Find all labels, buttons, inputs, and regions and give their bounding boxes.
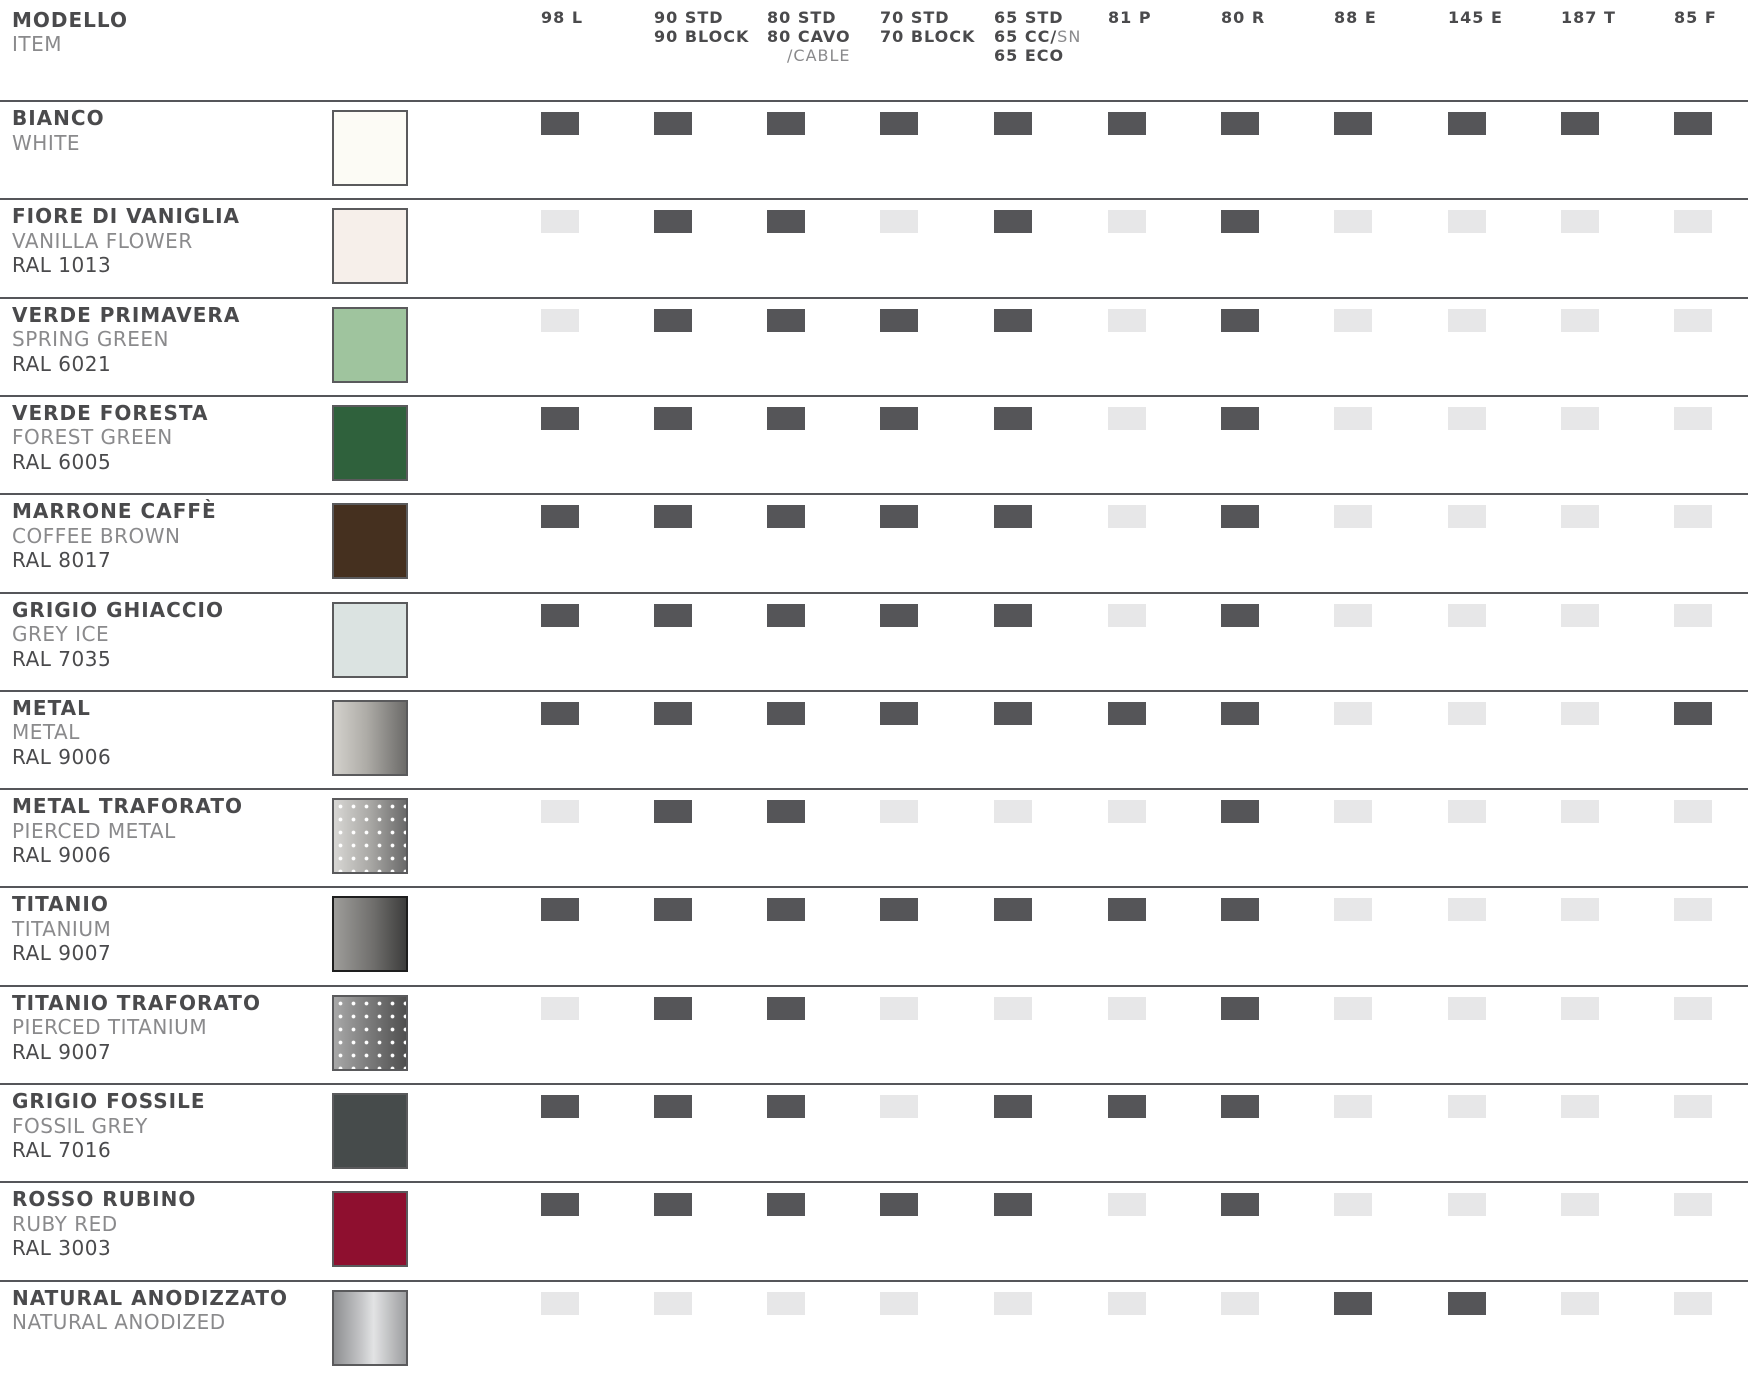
- availability-marker-unavailable: [1561, 1292, 1599, 1315]
- color-name-en: PIERCED METAL: [12, 818, 176, 843]
- column-header-line: [654, 27, 749, 46]
- availability-marker-available: [1448, 112, 1486, 135]
- column-header-suffix: SN: [1057, 27, 1082, 46]
- availability-marker-available: [767, 702, 805, 725]
- column-header: [654, 8, 749, 46]
- model-heading-it: MODELLO: [12, 8, 128, 32]
- color-swatch: [332, 798, 408, 874]
- ral-code: RAL 9006: [12, 744, 112, 769]
- color-labels: [12, 991, 261, 1065]
- availability-marker-unavailable: [541, 210, 579, 233]
- availability-marker-unavailable: [541, 997, 579, 1020]
- table-header: [0, 0, 1748, 100]
- availability-marker-unavailable: [1674, 309, 1712, 332]
- color-name-en: NATURAL ANODIZED: [12, 1310, 226, 1335]
- color-swatch: [332, 503, 408, 579]
- ral-code: RAL 7016: [12, 1138, 112, 1162]
- availability-marker-unavailable: [767, 1292, 805, 1315]
- color-name-it: TITANIO TRAFORATO: [12, 990, 261, 1015]
- color-swatch: [332, 700, 408, 776]
- availability-marker-unavailable: [1674, 1292, 1712, 1315]
- availability-marker-available: [767, 309, 805, 332]
- availability-marker-available: [1221, 1095, 1259, 1118]
- ral-code: RAL 9007: [12, 1039, 112, 1064]
- availability-marker-available: [1221, 1193, 1259, 1216]
- color-labels: [12, 303, 240, 377]
- column-header: [1561, 8, 1616, 27]
- color-labels: [12, 1089, 206, 1163]
- availability-marker-available: [1674, 702, 1712, 725]
- availability-marker-unavailable: [1108, 800, 1146, 823]
- table-row: [0, 100, 1748, 198]
- column-header: [541, 8, 583, 27]
- availability-marker-unavailable: [1108, 997, 1146, 1020]
- availability-marker-available: [994, 112, 1032, 135]
- availability-marker-available: [1108, 1095, 1146, 1118]
- availability-marker-unavailable: [1674, 210, 1712, 233]
- availability-marker-available: [1221, 309, 1259, 332]
- availability-marker-unavailable: [1334, 210, 1372, 233]
- ral-code: RAL 8017: [12, 548, 112, 573]
- color-name-en: SPRING GREEN: [12, 327, 169, 352]
- availability-marker-available: [767, 1193, 805, 1216]
- availability-marker-available: [1221, 604, 1259, 627]
- color-labels: [12, 204, 240, 278]
- availability-marker-unavailable: [994, 997, 1032, 1020]
- table-row: [0, 198, 1748, 296]
- color-name-it: METAL TRAFORATO: [12, 794, 243, 819]
- column-header-line: 80 R: [1221, 8, 1266, 27]
- availability-marker-available: [1221, 997, 1259, 1020]
- availability-marker-unavailable: [1334, 898, 1372, 921]
- availability-marker-unavailable: [880, 997, 918, 1020]
- availability-marker-available: [654, 702, 692, 725]
- column-header-text: 80 CAVO: [767, 27, 851, 46]
- availability-marker-unavailable: [1448, 604, 1486, 627]
- availability-marker-available: [1221, 898, 1259, 921]
- color-name-it: VERDE FORESTA: [12, 400, 209, 425]
- column-header-line: 98 L: [541, 8, 584, 27]
- table-row: [0, 1181, 1748, 1279]
- availability-marker-available: [880, 112, 918, 135]
- availability-marker-unavailable: [1108, 604, 1146, 627]
- availability-marker-unavailable: [541, 309, 579, 332]
- table-row: [0, 1083, 1748, 1181]
- availability-marker-available: [994, 407, 1032, 430]
- column-header-line: 187 T: [1561, 8, 1616, 27]
- availability-marker-available: [1221, 800, 1259, 823]
- availability-marker-unavailable: [1674, 1095, 1712, 1118]
- availability-marker-unavailable: [1674, 505, 1712, 528]
- color-swatch: [332, 208, 408, 284]
- availability-marker-available: [1674, 112, 1712, 135]
- color-swatch: [332, 110, 408, 186]
- table-row: [0, 592, 1748, 690]
- availability-marker-available: [654, 1193, 692, 1216]
- color-name-it: MARRONE CAFFÈ: [12, 499, 217, 524]
- color-swatch: [332, 896, 408, 972]
- column-header-line: 90 STD: [654, 8, 724, 27]
- availability-marker-unavailable: [1448, 309, 1486, 332]
- table-row: [0, 395, 1748, 493]
- column-header: [1674, 8, 1717, 27]
- availability-marker-available: [1334, 1292, 1372, 1315]
- column-header-line: 70 STD: [880, 8, 950, 27]
- column-header: [1108, 8, 1152, 27]
- availability-marker-available: [1221, 505, 1259, 528]
- availability-marker-available: [1561, 112, 1599, 135]
- availability-marker-available: [994, 309, 1032, 332]
- color-name-en: TITANIUM: [12, 916, 112, 941]
- availability-marker-unavailable: [1561, 604, 1599, 627]
- availability-marker-unavailable: [1108, 309, 1146, 332]
- availability-marker-unavailable: [994, 1292, 1032, 1315]
- availability-marker-available: [767, 210, 805, 233]
- color-swatch: [332, 405, 408, 481]
- color-name-it: GRIGIO FOSSILE: [12, 1089, 206, 1113]
- availability-marker-unavailable: [1334, 702, 1372, 725]
- color-name-it: BIANCO: [12, 106, 105, 130]
- model-heading-en: ITEM: [12, 32, 63, 56]
- ral-code: RAL 9007: [12, 941, 112, 966]
- availability-marker-unavailable: [1561, 1095, 1599, 1118]
- availability-marker-unavailable: [1108, 505, 1146, 528]
- availability-marker-available: [767, 505, 805, 528]
- ral-code: RAL 9006: [12, 843, 112, 868]
- availability-marker-available: [1108, 898, 1146, 921]
- color-labels: [12, 401, 208, 475]
- availability-marker-unavailable: [1334, 505, 1372, 528]
- column-header-text: 65 CC/: [994, 27, 1058, 46]
- color-name-it: METAL: [12, 695, 91, 720]
- color-name-en: COFFEE BROWN: [12, 523, 181, 548]
- column-header-line: 85 F: [1674, 8, 1717, 27]
- color-name-en: FOREST GREEN: [12, 425, 173, 450]
- color-labels: [12, 1187, 196, 1261]
- availability-marker-unavailable: [1561, 800, 1599, 823]
- color-name-en: METAL: [12, 720, 80, 745]
- column-header: [1334, 8, 1377, 27]
- color-name-en: VANILLA FLOWER: [12, 228, 193, 253]
- availability-marker-available: [654, 898, 692, 921]
- column-header-line: 80 STD: [767, 8, 837, 27]
- color-labels: [12, 892, 111, 966]
- color-name-en: FOSSIL GREY: [12, 1113, 148, 1138]
- availability-marker-unavailable: [1334, 800, 1372, 823]
- availability-marker-unavailable: [1334, 997, 1372, 1020]
- availability-marker-unavailable: [880, 1095, 918, 1118]
- availability-marker-unavailable: [1674, 898, 1712, 921]
- availability-marker-unavailable: [1108, 1292, 1146, 1315]
- color-name-it: TITANIO: [12, 892, 109, 917]
- availability-marker-unavailable: [1108, 407, 1146, 430]
- color-labels: [12, 499, 217, 573]
- model-heading: [12, 8, 128, 56]
- availability-marker-unavailable: [1561, 702, 1599, 725]
- availability-marker-unavailable: [541, 800, 579, 823]
- availability-marker-unavailable: [1448, 702, 1486, 725]
- availability-marker-unavailable: [1561, 898, 1599, 921]
- table-row: [0, 493, 1748, 591]
- column-header-line: [767, 27, 851, 46]
- availability-marker-unavailable: [1108, 1193, 1146, 1216]
- availability-marker-available: [654, 505, 692, 528]
- ral-code: RAL 1013: [12, 253, 112, 278]
- availability-marker-available: [541, 505, 579, 528]
- color-labels: [12, 1286, 288, 1335]
- table-row: [0, 985, 1748, 1083]
- column-header: [880, 8, 975, 46]
- availability-marker-unavailable: [1448, 407, 1486, 430]
- ral-code: RAL 3003: [12, 1236, 112, 1261]
- table-row: [0, 788, 1748, 886]
- color-name-it: GRIGIO GHIACCIO: [12, 597, 224, 622]
- availability-marker-available: [994, 1095, 1032, 1118]
- color-swatch: [332, 1191, 408, 1267]
- color-labels: [12, 696, 111, 770]
- availability-marker-available: [1221, 702, 1259, 725]
- table-row: [0, 297, 1748, 395]
- availability-marker-available: [994, 505, 1032, 528]
- availability-marker-available: [541, 1095, 579, 1118]
- availability-marker-available: [1334, 112, 1372, 135]
- color-name-en: RUBY RED: [12, 1211, 118, 1236]
- availability-marker-unavailable: [1674, 997, 1712, 1020]
- color-name-it: VERDE PRIMAVERA: [12, 302, 241, 327]
- color-swatch: [332, 1093, 408, 1169]
- availability-marker-unavailable: [1448, 210, 1486, 233]
- column-header-line: 65 ECO: [994, 46, 1065, 65]
- availability-marker-unavailable: [541, 1292, 579, 1315]
- column-header-line: 81 P: [1108, 8, 1152, 27]
- column-header-text: 70 BLOCK: [880, 27, 976, 46]
- availability-marker-available: [541, 702, 579, 725]
- availability-marker-available: [1448, 1292, 1486, 1315]
- availability-marker-available: [767, 1095, 805, 1118]
- availability-marker-available: [880, 898, 918, 921]
- availability-marker-available: [654, 800, 692, 823]
- column-header-line: 65 STD: [994, 8, 1064, 27]
- color-labels: [12, 598, 224, 672]
- availability-marker-unavailable: [1448, 1193, 1486, 1216]
- column-header: [1448, 8, 1503, 27]
- availability-marker-available: [880, 407, 918, 430]
- availability-marker-available: [994, 210, 1032, 233]
- column-header-line: [994, 27, 1081, 46]
- color-swatch: [332, 307, 408, 383]
- availability-marker-unavailable: [994, 800, 1032, 823]
- availability-marker-available: [1108, 702, 1146, 725]
- availability-marker-available: [541, 604, 579, 627]
- availability-marker-available: [880, 1193, 918, 1216]
- column-header-line: 145 E: [1448, 8, 1503, 27]
- color-swatch: [332, 602, 408, 678]
- availability-marker-unavailable: [1561, 997, 1599, 1020]
- availability-marker-unavailable: [654, 1292, 692, 1315]
- availability-marker-available: [880, 505, 918, 528]
- column-header-line: /CABLE: [787, 46, 851, 65]
- availability-marker-unavailable: [1221, 1292, 1259, 1315]
- availability-marker-available: [541, 407, 579, 430]
- availability-marker-unavailable: [880, 800, 918, 823]
- availability-marker-unavailable: [1674, 604, 1712, 627]
- color-labels: [12, 106, 105, 155]
- availability-marker-unavailable: [1448, 800, 1486, 823]
- color-name-en: PIERCED TITANIUM: [12, 1015, 208, 1040]
- availability-marker-unavailable: [1674, 1193, 1712, 1216]
- availability-marker-available: [654, 604, 692, 627]
- availability-marker-available: [654, 112, 692, 135]
- availability-marker-unavailable: [1108, 210, 1146, 233]
- table-row: [0, 1280, 1748, 1378]
- color-name-it: FIORE DI VANIGLIA: [12, 204, 240, 229]
- table-row: [0, 886, 1748, 984]
- availability-marker-available: [767, 800, 805, 823]
- availability-marker-unavailable: [1334, 604, 1372, 627]
- availability-marker-unavailable: [1448, 997, 1486, 1020]
- availability-marker-available: [880, 604, 918, 627]
- availability-marker-unavailable: [1334, 407, 1372, 430]
- availability-marker-unavailable: [1561, 407, 1599, 430]
- color-name-it: ROSSO RUBINO: [12, 1187, 197, 1212]
- table-row: [0, 690, 1748, 788]
- availability-marker-available: [1108, 112, 1146, 135]
- availability-marker-unavailable: [880, 210, 918, 233]
- availability-marker-unavailable: [1674, 407, 1712, 430]
- availability-marker-available: [654, 309, 692, 332]
- availability-marker-available: [994, 898, 1032, 921]
- ral-code: RAL 7035: [12, 646, 112, 671]
- availability-marker-unavailable: [1674, 800, 1712, 823]
- column-header-line: [880, 27, 975, 46]
- availability-marker-unavailable: [1448, 898, 1486, 921]
- color-swatch: [332, 995, 408, 1071]
- availability-marker-unavailable: [880, 1292, 918, 1315]
- availability-marker-available: [994, 604, 1032, 627]
- column-header-line: 88 E: [1334, 8, 1377, 27]
- column-header-text: 90 BLOCK: [654, 27, 750, 46]
- availability-marker-unavailable: [1561, 309, 1599, 332]
- availability-marker-unavailable: [1561, 210, 1599, 233]
- availability-marker-available: [994, 702, 1032, 725]
- availability-marker-unavailable: [1334, 1193, 1372, 1216]
- availability-marker-available: [1221, 407, 1259, 430]
- availability-marker-available: [767, 997, 805, 1020]
- column-header: [1221, 8, 1265, 27]
- availability-marker-available: [880, 309, 918, 332]
- availability-marker-unavailable: [1448, 505, 1486, 528]
- availability-marker-available: [1221, 210, 1259, 233]
- availability-marker-unavailable: [1561, 1193, 1599, 1216]
- availability-marker-unavailable: [1334, 309, 1372, 332]
- availability-marker-unavailable: [1334, 1095, 1372, 1118]
- availability-marker-available: [541, 898, 579, 921]
- availability-marker-unavailable: [1561, 505, 1599, 528]
- availability-marker-available: [880, 702, 918, 725]
- availability-marker-available: [767, 604, 805, 627]
- color-name-en: GREY ICE: [12, 622, 110, 646]
- color-name-en: WHITE: [12, 130, 81, 155]
- availability-marker-available: [994, 1193, 1032, 1216]
- availability-marker-available: [654, 407, 692, 430]
- availability-marker-available: [767, 112, 805, 135]
- color-labels: [12, 794, 243, 868]
- availability-marker-unavailable: [1448, 1095, 1486, 1118]
- availability-marker-available: [654, 1095, 692, 1118]
- ral-code: RAL 6005: [12, 449, 112, 474]
- availability-marker-available: [654, 210, 692, 233]
- column-header: [767, 8, 851, 65]
- color-swatch: [332, 1290, 408, 1366]
- availability-marker-available: [767, 407, 805, 430]
- ral-code: RAL 6021: [12, 351, 112, 376]
- color-name-it: NATURAL ANODIZZATO: [12, 1285, 288, 1310]
- availability-marker-available: [541, 112, 579, 135]
- availability-marker-available: [1221, 112, 1259, 135]
- availability-marker-available: [767, 898, 805, 921]
- column-header: [994, 8, 1081, 65]
- availability-marker-available: [541, 1193, 579, 1216]
- availability-marker-available: [654, 997, 692, 1020]
